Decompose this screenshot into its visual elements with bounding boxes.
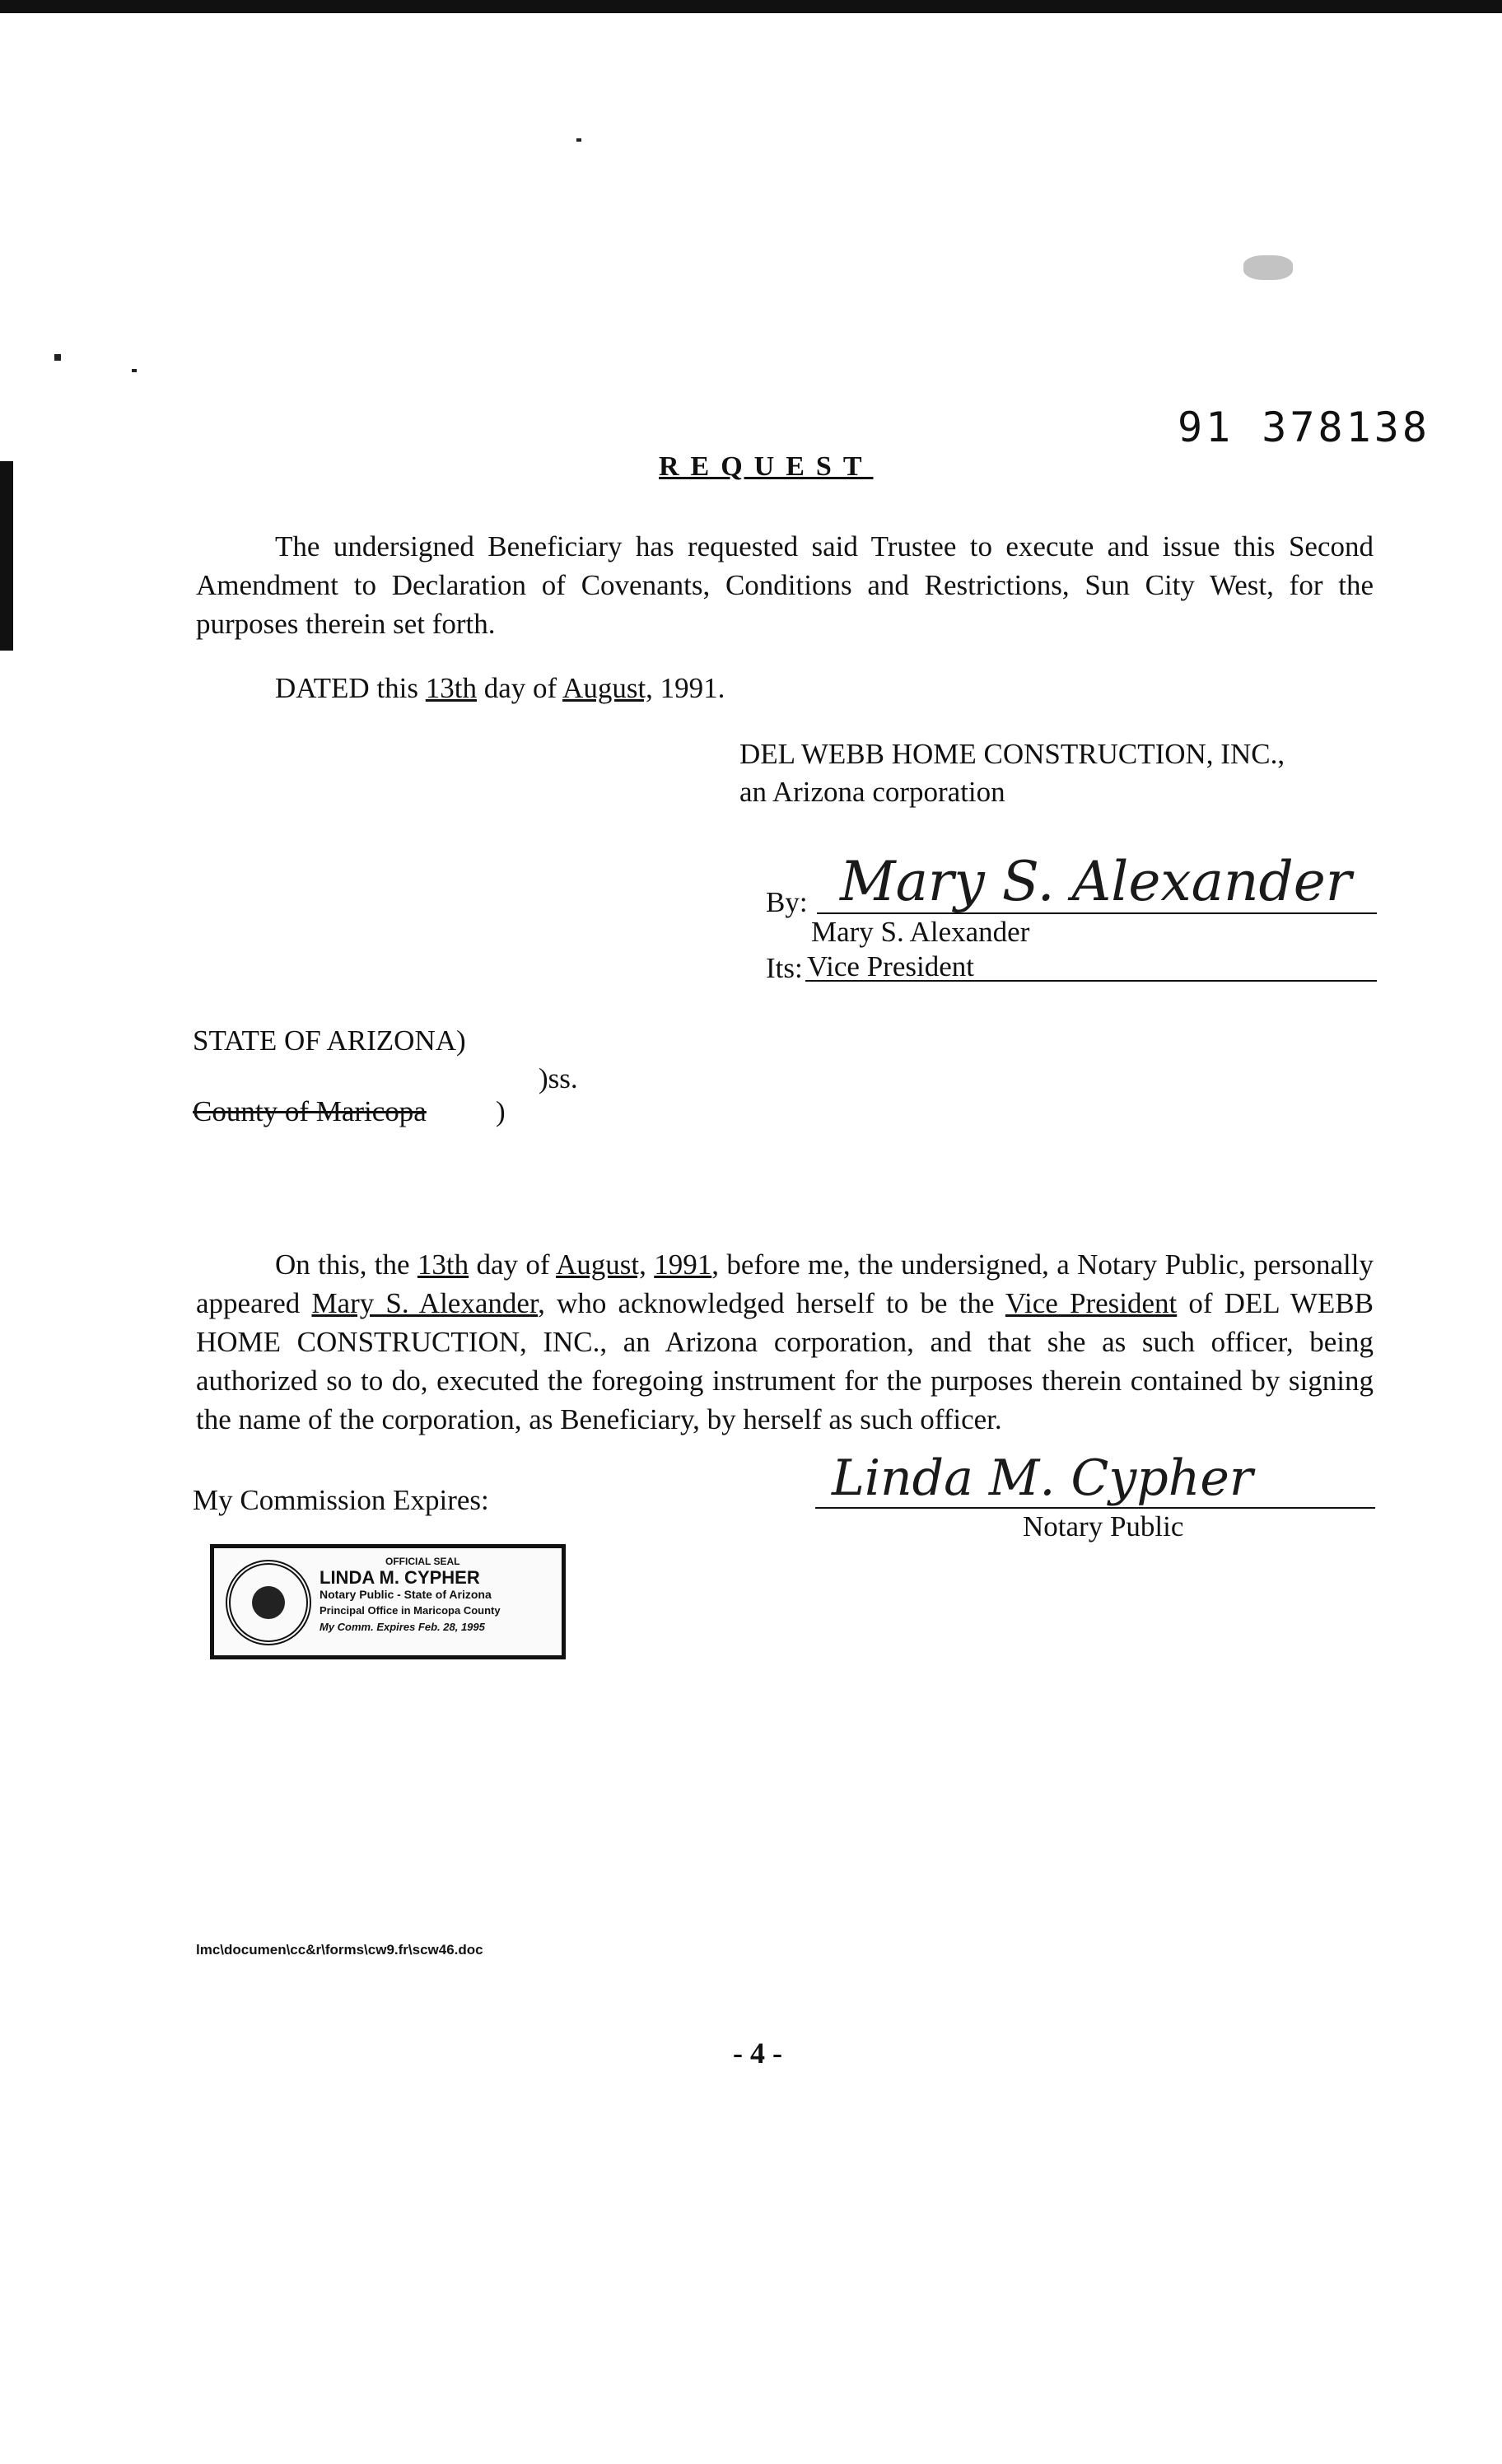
notary-label: Notary Public: [1023, 1510, 1184, 1542]
notary-day: 13th: [417, 1248, 469, 1281]
notary-title: Vice President: [1005, 1287, 1178, 1319]
stamp-line: Principal Office in Maricopa County: [320, 1604, 501, 1617]
dated-year: 1991: [660, 672, 718, 704]
notary-text: of DEL WEBB HOME CONSTRUCTION, INC., an Arizona corporation, and that she as such officer, being authorized so to do, executed the foregoing instrument for the purposes therein contained by signing the name of the corporation, as Beneficiary, by herself as such officer.: [196, 1287, 1374, 1435]
officer-signature: Mary S. Alexander: [840, 850, 1352, 913]
footer-file-path: lmc\documen\cc&r\forms\cw9.fr\scw46.doc: [196, 1942, 483, 1958]
notary-signature-line: [815, 1507, 1375, 1509]
dated-prefix: DATED this: [275, 672, 419, 704]
dated-day: 13th: [425, 672, 478, 704]
printed-name: Mary S. Alexander: [811, 916, 1030, 948]
notary-month: August,: [555, 1248, 646, 1281]
notary-year: 1991: [654, 1248, 712, 1281]
dated-line: [275, 672, 725, 705]
dated-suffix: .: [717, 672, 725, 704]
document-number: 91 378138: [1178, 404, 1430, 451]
company-type: an Arizona corporation: [739, 776, 1005, 808]
by-label: By:: [766, 886, 808, 918]
page-number: - 4 -: [733, 2037, 782, 2070]
notary-text: On this, the: [275, 1248, 417, 1281]
scan-speck: [132, 369, 137, 372]
notary-text: , who acknowledged herself to be the: [538, 1287, 1005, 1319]
dated-month: August,: [562, 672, 653, 704]
notary-stamp: [210, 1544, 566, 1659]
company-name: DEL WEBB HOME CONSTRUCTION, INC.,: [739, 738, 1285, 770]
scan-left-edge: [0, 461, 13, 651]
venue-county: County of Maricopa: [193, 1095, 427, 1127]
scan-top-edge: [0, 0, 1502, 13]
scan-speck: [576, 138, 581, 142]
stamp-line: OFFICIAL SEAL: [385, 1556, 460, 1567]
notary-text: day of: [469, 1248, 556, 1281]
scan-speck: [54, 354, 61, 361]
stamp-line: Notary Public - State of Arizona: [320, 1588, 492, 1601]
commission-label: My Commission Expires:: [193, 1484, 489, 1516]
notary-text: [646, 1248, 654, 1281]
notary-text: , before me, the undersigned, a Notary Public, personally appeared: [196, 1248, 1374, 1319]
notary-person: Mary S. Alexander: [311, 1287, 539, 1319]
notary-paragraph: [196, 1245, 1374, 1439]
scan-noise: [1243, 255, 1293, 280]
venue-ss: )ss.: [539, 1062, 578, 1094]
document-heading: REQUEST: [659, 451, 874, 482]
dated-mid: day of: [483, 672, 557, 704]
officer-title: Vice President: [807, 950, 974, 982]
its-label: Its:: [766, 952, 803, 984]
stamp-text: [320, 1553, 501, 1636]
venue-county-paren: ): [496, 1095, 506, 1127]
state-seal-icon: [226, 1560, 311, 1645]
venue-state: STATE OF ARIZONA): [193, 1024, 466, 1057]
notary-signature: Linda M. Cypher: [832, 1449, 1253, 1507]
stamp-line: My Comm. Expires Feb. 28, 1995: [320, 1621, 485, 1633]
request-paragraph: The undersigned Beneficiary has requested said Trustee to execute and issue this Second Amendment to Declaration of Covenants, Conditions and Restrictions, Sun City West, for the purposes therein set forth.: [196, 530, 1374, 640]
stamp-line: LINDA M. CYPHER: [320, 1567, 480, 1588]
